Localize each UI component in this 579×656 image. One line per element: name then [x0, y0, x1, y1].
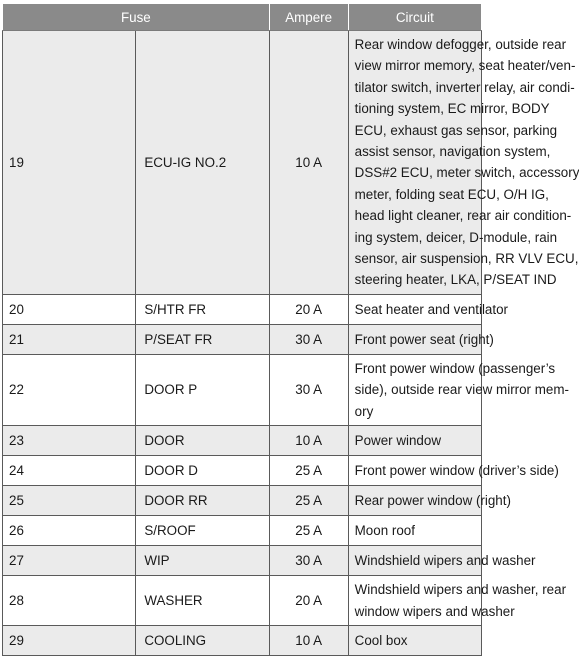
- fuse-ampere: 30 A: [269, 546, 348, 576]
- circuit-line: Rear power window (right): [354, 492, 511, 508]
- circuit-line: Front power seat (right): [354, 331, 494, 347]
- circuit-line: Cool box: [354, 632, 408, 648]
- fuse-name: DOOR RR: [136, 486, 269, 516]
- fuse-circuit: [348, 516, 481, 546]
- table-row: [3, 456, 482, 486]
- table-row: [3, 324, 482, 354]
- fuse-number: 20: [3, 294, 136, 324]
- circuit-line: Front power window (driver’s side): [354, 462, 559, 478]
- fuse-number: 25: [3, 486, 136, 516]
- fuse-number: 28: [3, 576, 136, 626]
- fuse-circuit: [348, 294, 509, 324]
- fuse-number: 26: [3, 516, 136, 546]
- fuse-ampere: 25 A: [269, 516, 348, 546]
- circuit-line: Moon roof: [354, 522, 415, 538]
- fuse-ampere: 10 A: [269, 31, 348, 295]
- circuit-line: Rear window defogger, outside rear: [354, 37, 567, 52]
- header-ampere: Ampere: [269, 4, 348, 31]
- fuse-ampere: 20 A: [269, 576, 348, 626]
- table-row: [3, 516, 482, 546]
- circuit-line: Seat heater and ventilator: [354, 301, 509, 317]
- table-header-row: [3, 4, 482, 31]
- circuit-line: window wipers and washer: [354, 603, 515, 619]
- fuse-circuit: [348, 324, 494, 354]
- table-row: [3, 31, 482, 295]
- circuit-line: tilator switch, inverter relay, air condi-: [354, 79, 575, 95]
- fuse-table-container: [2, 3, 579, 656]
- fuse-circuit: [348, 486, 511, 516]
- fuse-number: 29: [3, 625, 136, 655]
- fuse-circuit: [348, 354, 569, 425]
- fuse-circuit: [348, 625, 481, 655]
- fuse-number: 21: [3, 324, 136, 354]
- fuse-circuit: [348, 576, 567, 626]
- table-row: [3, 294, 482, 324]
- fuse-name: S/HTR FR: [136, 294, 269, 324]
- fuse-ampere: 25 A: [269, 456, 348, 486]
- circuit-line: Windshield wipers and washer, rear: [354, 582, 567, 598]
- table-row: [3, 426, 482, 456]
- fuse-number: 19: [3, 31, 136, 295]
- fuse-circuit: [348, 546, 536, 576]
- fuse-name: DOOR P: [136, 354, 269, 425]
- circuit-line: ory: [354, 403, 374, 419]
- circuit-line: sensor, air suspension, RR VLV ECU,: [354, 251, 579, 267]
- fuse-name: P/SEAT FR: [136, 324, 269, 354]
- table-row: [3, 354, 482, 425]
- fuse-circuit: [348, 31, 579, 295]
- fuse-number: 24: [3, 456, 136, 486]
- circuit-line: side), outside rear view mirror mem-: [354, 382, 569, 398]
- fuse-number: 22: [3, 354, 136, 425]
- circuit-line: ing system, deicer, D-module, rain: [354, 229, 558, 245]
- fuse-ampere: 25 A: [269, 486, 348, 516]
- fuse-table-body: [3, 31, 579, 656]
- header-fuse: Fuse: [3, 4, 270, 31]
- circuit-line: view mirror memory, seat heater/ven-: [354, 58, 576, 74]
- table-row: [3, 625, 482, 655]
- header-circuit: Circuit: [348, 4, 481, 31]
- fuse-name: DOOR: [136, 426, 269, 456]
- fuse-table: [2, 3, 579, 656]
- circuit-line: assist sensor, navigation system,: [354, 144, 551, 160]
- fuse-name: DOOR D: [136, 456, 269, 486]
- fuse-name: ECU-IG NO.2: [136, 31, 269, 295]
- fuse-ampere: 10 A: [269, 426, 348, 456]
- circuit-line: head light cleaner, rear air condition-: [354, 208, 572, 224]
- fuse-circuit: [348, 456, 559, 486]
- fuse-number: 27: [3, 546, 136, 576]
- circuit-line: meter, folding seat ECU, O/H IG,: [354, 186, 549, 202]
- fuse-ampere: 10 A: [269, 625, 348, 655]
- circuit-line: steering heater, LKA, P/SEAT IND: [354, 272, 557, 288]
- circuit-line: Power window: [354, 432, 441, 448]
- fuse-circuit: [348, 426, 481, 456]
- fuse-name: COOLING: [136, 625, 269, 655]
- fuse-number: 23: [3, 426, 136, 456]
- fuse-ampere: 30 A: [269, 324, 348, 354]
- circuit-line: ECU, exhaust gas sensor, parking: [354, 122, 558, 138]
- fuse-name: WIP: [136, 546, 269, 576]
- fuse-ampere: 30 A: [269, 354, 348, 425]
- fuse-name: S/ROOF: [136, 516, 269, 546]
- circuit-line: Front power window (passenger’s: [354, 360, 556, 376]
- table-row: [3, 486, 482, 516]
- circuit-line: DSS#2 ECU, meter switch, accessory: [354, 165, 579, 181]
- circuit-line: Windshield wipers and washer: [354, 552, 536, 568]
- fuse-ampere: 20 A: [269, 294, 348, 324]
- circuit-line: tioning system, EC mirror, BODY: [354, 101, 550, 117]
- table-row: [3, 546, 482, 576]
- fuse-name: WASHER: [136, 576, 269, 626]
- table-row: [3, 576, 482, 626]
